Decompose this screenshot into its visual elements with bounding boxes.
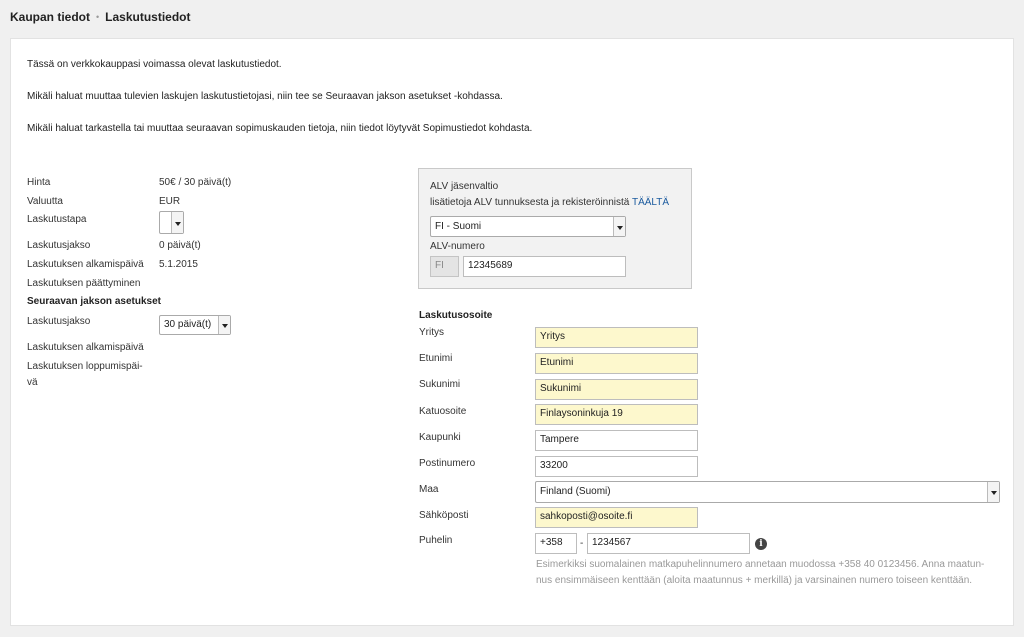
- phone-dash: -: [580, 538, 584, 549]
- laskutustapa-label: Laskutustapa: [27, 214, 87, 225]
- alv-prefix-field: FI: [430, 256, 459, 277]
- next-loppumispaiva-label-2: vä: [27, 377, 38, 388]
- postinumero-input[interactable]: 33200: [535, 456, 698, 477]
- intro-text-3: Mikäli haluat tarkastella tai muuttaa seuraavan sopimuskauden tietoja, niin tiedot löytyvät Sopimustiedot kohdasta.: [27, 123, 533, 134]
- alv-country-select-value: FI - Suomi: [435, 221, 482, 232]
- alv-number-label: ALV-numero: [430, 241, 485, 252]
- breadcrumb: [10, 10, 191, 24]
- phone-help-text: [536, 557, 1006, 589]
- alv-info: [430, 197, 669, 208]
- address-heading: Laskutusosoite: [419, 310, 493, 321]
- alv-info-text: lisätietoja ALV tunnuksesta ja rekisteröinnistä: [430, 197, 630, 208]
- alv-number-input[interactable]: 12345689: [463, 256, 626, 277]
- postinumero-label: Postinumero: [419, 458, 476, 469]
- sukunimi-label: Sukunimi: [419, 379, 461, 390]
- info-icon[interactable]: i: [755, 538, 767, 550]
- phone-prefix-input[interactable]: +358: [535, 533, 577, 554]
- hinta-label: Hinta: [27, 177, 51, 188]
- alv-title: ALV jäsenvaltio: [430, 181, 499, 192]
- kaupunki-input[interactable]: Tampere: [535, 430, 698, 451]
- maa-select[interactable]: [535, 481, 1000, 503]
- chevron-down-icon: [218, 316, 230, 334]
- hinta-value: 50€ / 30 päivä(t): [159, 177, 232, 188]
- valuutta-value: EUR: [159, 196, 181, 207]
- breadcrumb-separator: •: [96, 12, 100, 22]
- next-laskutusjakso-label: Laskutusjakso: [27, 316, 91, 327]
- breadcrumb-current: Laskutustiedot: [105, 10, 191, 24]
- intro-text-1: Tässä on verkkokauppasi voimassa olevat laskutustiedot.: [27, 59, 282, 70]
- phone-help-line-1: Esimerkiksi suomalainen matkapuhelinnumero annetaan muodossa +358 40 0123456. Anna maatun-: [536, 559, 985, 570]
- intro-text-2: Mikäli haluat muuttaa tulevien laskujen laskutustietojasi, niin tee se Seuraavan jakson asetukset -kohdassa.: [27, 91, 503, 102]
- next-loppumispaiva-label-1: Laskutuksen loppumispäi-: [27, 361, 143, 372]
- sahkoposti-input[interactable]: sahkoposti@osoite.fi: [535, 507, 698, 528]
- yritys-input[interactable]: Yritys: [535, 327, 698, 348]
- paattyminen-label: Laskutuksen päättyminen: [27, 278, 141, 289]
- katuosoite-input[interactable]: Finlaysoninkuja 19: [535, 404, 698, 425]
- laskutustapa-select[interactable]: [159, 211, 184, 234]
- yritys-label: Yritys: [419, 327, 444, 338]
- kaupunki-label: Kaupunki: [419, 432, 461, 443]
- etunimi-label: Etunimi: [419, 353, 453, 364]
- phone-number-input[interactable]: 1234567: [587, 533, 750, 554]
- alv-info-link[interactable]: TÄÄLTÄ: [631, 197, 670, 208]
- sahkoposti-label: Sähköposti: [419, 510, 469, 521]
- next-laskutusjakso-select-value: 30 päivä(t): [164, 319, 212, 330]
- valuutta-label: Valuutta: [27, 196, 63, 207]
- laskutusjakso-value: 0 päivä(t): [159, 240, 201, 251]
- breadcrumb-parent[interactable]: Kaupan tiedot: [10, 10, 90, 24]
- next-alkamispaiva-label: Laskutuksen alkamispäivä: [27, 342, 144, 353]
- etunimi-input[interactable]: Etunimi: [535, 353, 698, 374]
- alv-country-select[interactable]: [430, 216, 626, 237]
- katuosoite-label: Katuosoite: [419, 406, 467, 417]
- maa-select-value: Finland (Suomi): [540, 486, 611, 497]
- alkamispaiva-value: 5.1.2015: [159, 259, 198, 270]
- alkamispaiva-label: Laskutuksen alkamispäivä: [27, 259, 144, 270]
- chevron-down-icon: [171, 212, 183, 233]
- chevron-down-icon: [613, 217, 625, 236]
- puhelin-label: Puhelin: [419, 535, 453, 546]
- sukunimi-input[interactable]: Sukunimi: [535, 379, 698, 400]
- next-period-heading: Seuraavan jakson asetukset: [27, 296, 161, 307]
- next-laskutusjakso-select[interactable]: [159, 315, 231, 335]
- phone-help-line-2: nus ensimmäiseen kenttään (aloita maatunnus + merkillä) ja varsinainen numero toiseen kenttään.: [536, 575, 973, 586]
- laskutusjakso-label: Laskutusjakso: [27, 240, 91, 251]
- chevron-down-icon: [987, 482, 999, 502]
- maa-label: Maa: [419, 484, 439, 495]
